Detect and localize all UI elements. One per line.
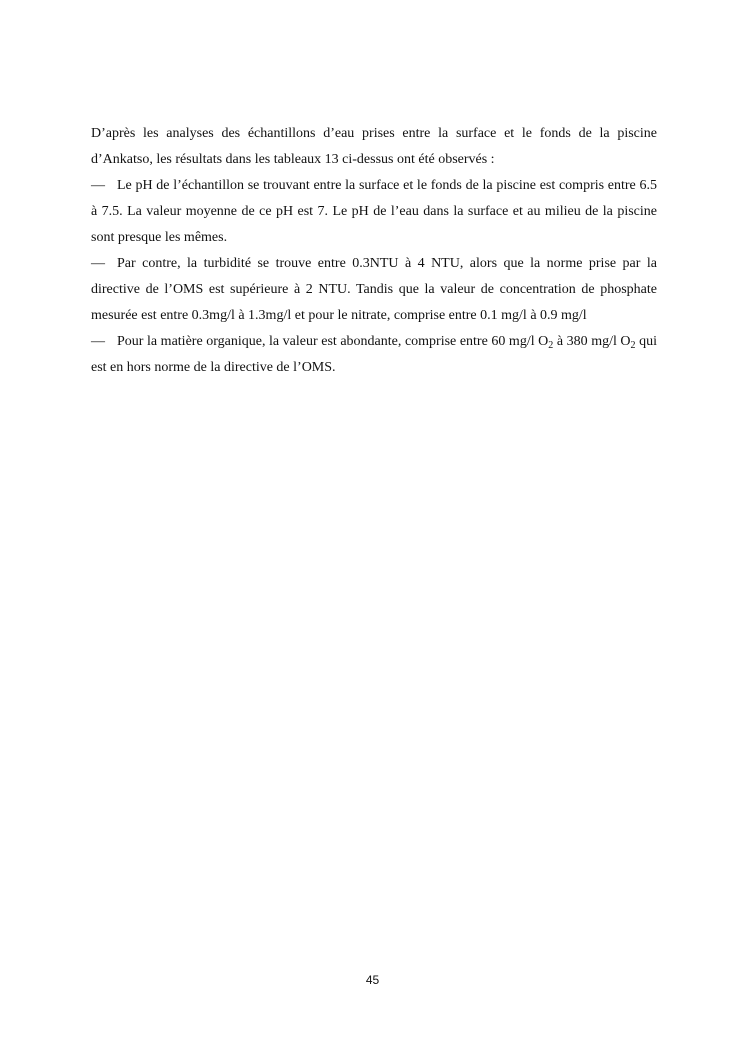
bullet-ph-text: Le pH de l’échantillon se trouvant entre la surface et le fonds de la piscine est compris entre 6.5 à 7.5. La valeur moyenne de ce pH est 7. Le pH de l’eau dans la surface et au milieu de la piscine sont presque les mêmes. bbox=[91, 178, 657, 245]
page-body bbox=[91, 121, 657, 381]
bullet-organic-text-b: à 380 mg/l O bbox=[553, 334, 631, 349]
bullet-ph bbox=[91, 173, 657, 251]
bullet-turbidity bbox=[91, 251, 657, 329]
subscript-2: 2 bbox=[548, 340, 554, 351]
bullet-organic-text-c: qui est en hors norme de la directive de l’OMS. bbox=[91, 334, 658, 375]
intro-paragraph: D’après les analyses des échantillons d’eau prises entre la surface et le fonds de la piscine d’Ankatso, les résultats dans les tableaux 13 ci-dessus ont été observés : bbox=[91, 126, 657, 167]
subscript-2: 2 bbox=[630, 340, 636, 351]
page-number: 45 bbox=[365, 973, 380, 987]
bullet-turbidity-text: Par contre, la turbidité se trouve entre 0.3NTU à 4 NTU, alors que la norme prise par la directive de l’OMS est supérieure à 2 NTU. Tandis que la valeur de concentration de phosphate mesurée est entre 0.3mg/l à 1.3mg/l et pour le nitrate, comprise entre 0.1 mg/l à 0.9 mg/l bbox=[91, 256, 657, 323]
bullet-organic-text-a: Pour la matière organique, la valeur est abondante, comprise entre 60 mg/l O bbox=[117, 334, 549, 349]
dash-marker: — bbox=[91, 334, 105, 349]
dash-marker: — bbox=[91, 178, 105, 193]
bullet-organic-matter bbox=[91, 329, 657, 381]
dash-marker: — bbox=[91, 256, 105, 271]
